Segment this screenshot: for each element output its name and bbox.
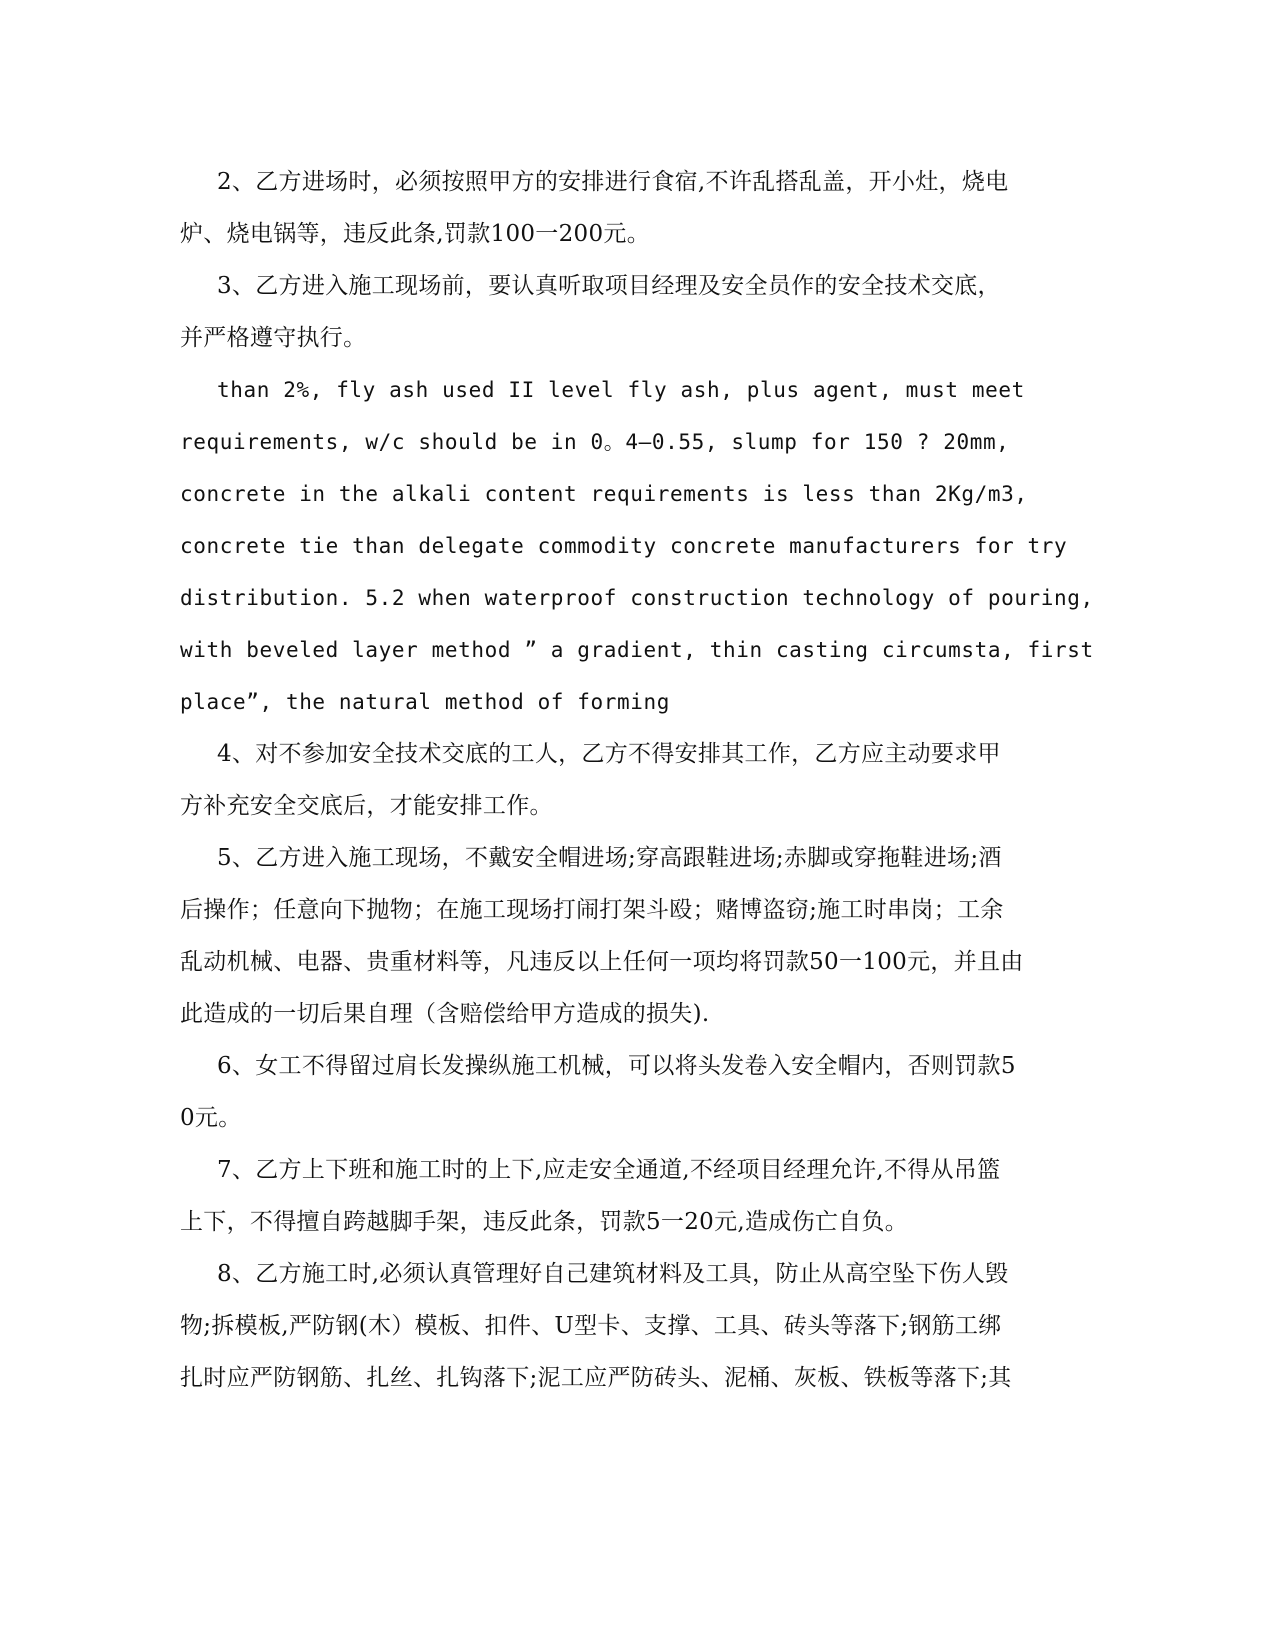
clause-2-line-2: 炉、烧电锅等，违反此条,罚款100一200元。 xyxy=(180,221,651,247)
clause-8-line-2: 物;拆模板,严防钢(木）模板、扣件、U型卡、支撑、工具、砖头等落下;钢筋工绑 xyxy=(180,1313,1002,1339)
english-text-line-2: requirements, w/c should be in 0。4—0.55, slump for 150 ? 20mm, xyxy=(180,430,1010,454)
clause-3-line-1: 3、乙方进入施工现场前，要认真听取项目经理及安全员作的安全技术交底， xyxy=(217,273,1001,299)
english-text-line-7: place”, the natural method of forming xyxy=(180,690,670,714)
clause-4-line-2: 方补充安全交底后，才能安排工作。 xyxy=(180,793,553,819)
clause-5-line-3: 乱动机械、电器、贵重材料等，凡违反以上任何一项均将罚款50一100元，并且由 xyxy=(180,949,1024,975)
english-text-line-4: concrete tie than delegate commodity concrete manufacturers for try xyxy=(180,534,1068,558)
clause-8-line-3: 扎时应严防钢筋、扎丝、扎钩落下;泥工应严防砖头、泥桶、灰板、铁板等落下;其 xyxy=(180,1365,1012,1391)
clause-6-line-2: 0元。 xyxy=(180,1105,242,1131)
clause-5-line-2: 后操作；任意向下抛物；在施工现场打闹打架斗殴；赌博盗窃;施工时串岗；工余 xyxy=(180,897,1004,923)
clause-2-line-1: 2、乙方进场时，必须按照甲方的安排进行食宿,不许乱搭乱盖，开小灶，烧电 xyxy=(217,169,1009,195)
clause-7-line-1: 7、乙方上下班和施工时的上下,应走安全通道,不经项目经理允许,不得从吊篮 xyxy=(217,1157,1001,1183)
english-text-line-1: than 2%, fly ash used II level fly ash, plus agent, must meet xyxy=(217,378,1025,402)
english-text-line-3: concrete in the alkali content requirements is less than 2Kg/m3, xyxy=(180,482,1028,506)
clause-4-line-1: 4、对不参加安全技术交底的工人，乙方不得安排其工作，乙方应主动要求甲 xyxy=(217,741,1001,767)
clause-8-line-1: 8、乙方施工时,必须认真管理好自己建筑材料及工具，防止从高空坠下伤人毁 xyxy=(217,1261,1009,1287)
english-text-line-6: with beveled layer method ” a gradient, thin casting circumsta, first xyxy=(180,638,1094,662)
clause-7-line-2: 上下，不得擅自跨越脚手架，违反此条，罚款5一20元,造成伤亡自负。 xyxy=(180,1209,909,1235)
clause-5-line-1: 5、乙方进入施工现场，不戴安全帽进场;穿高跟鞋进场;赤脚或穿拖鞋进场;酒 xyxy=(217,845,1002,871)
clause-5-line-4: 此造成的一切后果自理（含赔偿给甲方造成的损失). xyxy=(180,1001,710,1027)
clause-3-line-2: 并严格遵守执行。 xyxy=(180,325,367,351)
clause-6-line-1: 6、女工不得留过肩长发操纵施工机械，可以将头发卷入安全帽内，否则罚款5 xyxy=(217,1053,1016,1079)
english-text-line-5: distribution. 5.2 when waterproof construction technology of pouring, xyxy=(180,586,1094,610)
